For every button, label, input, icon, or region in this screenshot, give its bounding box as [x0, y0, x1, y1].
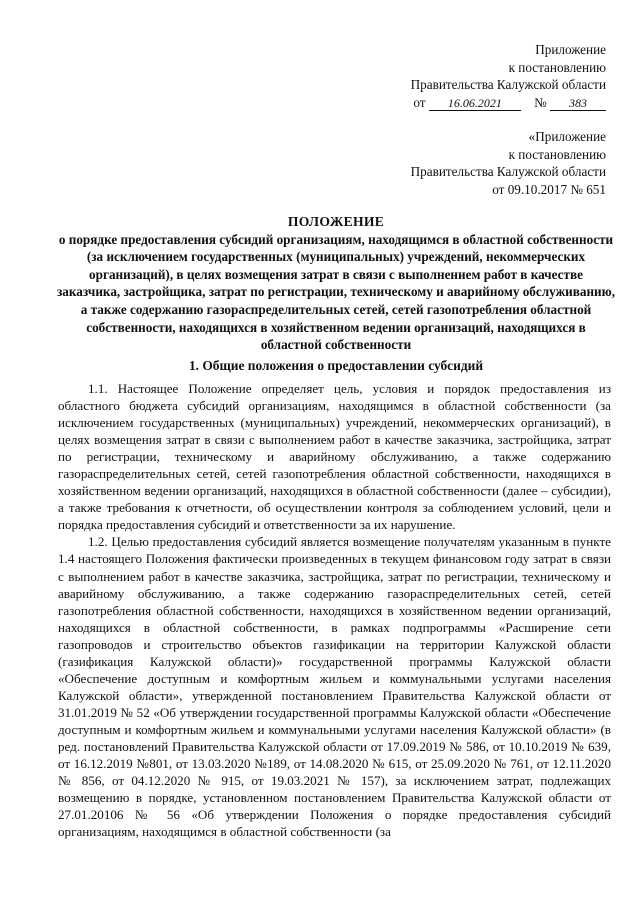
section-1-heading: 1. Общие положения о предоставлении субсидий: [188, 358, 484, 373]
document-title: [56, 213, 616, 354]
number-sign: №: [534, 94, 547, 110]
resolution-date: 16.06.2021: [429, 96, 521, 111]
date-prefix: от: [413, 94, 426, 110]
original-annex-label: «Приложение: [528, 129, 606, 144]
title-subtitle: о порядке предоставления субсидий организациям, находящимся в областной собственности (за исключением государственных (муниципальных) учреждений, некоммерческих организаций), в целях возмещения затрат в связи с выполнением работ в качестве заказчика, застройщика, затрат по регистрации, техническому и аварийному обслуживанию, а также содержанию газораспределительных сетей, сетей газопотребления областной собственности, находящихся в хозяйственном ведении организаций, находящихся в областной собственности: [56, 231, 616, 353]
resolution-number: 383: [550, 96, 606, 111]
document-body: [58, 380, 611, 840]
original-annex-government: Правительства Калужской области: [410, 164, 606, 179]
original-annex-to-resolution: к постановлению: [508, 146, 606, 162]
title-main: ПОЛОЖЕНИЕ: [287, 214, 385, 229]
annex-to-resolution: к постановлению: [508, 59, 606, 75]
paragraph-1-2: 1.2. Целью предоставления субсидий является возмещение получателям указанным в пункте 1.4 настоящего Положения фактически произведенных в текущем финансовом году затрат в связи с выполнением работ в качестве заказчика, застройщика, затрат по регистрации, техническому и аварийному обслуживанию, а также содержанию газораспределительных сетей, сетей газопотребления областной собственности, находящихся в хозяйственном ведении организаций, находящихся в областной собственности, в рамках подпрограммы «Расширение сети газопроводов и строительство объектов газификации на территории Калужской области (газификация Калужской области)» государственной программы Калужской области «Обеспечение доступным и комфортным жильем и коммунальными услугами населения Калужской области», утвержденной постановлением Правительства Калужской области от 31.01.2019 № 52 «Об утверждении государственной программы Калужской области «Обеспечение доступным и комфортным жильем и коммунальными услугами населения Калужской области» (в ред. постановлений Правительства Калужской области от 17.09.2019 № 586, от 10.10.2019 № 639, от 16.12.2019 №801, от 13.03.2020 №189, от 14.08.2020 № 615, от 25.09.2020 № 761, от 12.11.2020 № 856, от 04.12.2020 № 915, от 19.03.2021 № 157), за исключением затрат, подлежащих возмещению в порядке, установленном постановлением Правительства Калужской области от 27.01.20106 № 56 «Об утверждении Положения о порядке предоставления субсидий организациям, находящимся в областной собственности (за: [58, 534, 611, 840]
annex-header: [411, 41, 606, 111]
original-annex-date-number: от 09.10.2017 № 651: [492, 181, 606, 197]
annex-date-line: [411, 94, 606, 112]
paragraph-1-1: 1.1. Настоящее Положение определяет цель, условия и порядок предоставления из областного бюджета субсидий организациям, находящимся в областной собственности (за исключением государственных (муниципальных) учреждений, некоммерческих организаций), в целях возмещения затрат в связи с выполнением работ в качестве заказчика, застройщика, затрат по регистрации, техническому и аварийному обслуживанию, а также содержанию газораспределительных сетей, сетей газопотребления областной собственности, находящихся в хозяйственном ведении организаций, находящихся в областной собственности (далее – субсидии), а также требования к отчетности, об осуществлении контроля за соблюдением условий, цели и порядка предоставления субсидий и ответственности за их нарушение.: [58, 381, 611, 533]
annex-government: Правительства Калужской области: [410, 77, 606, 92]
annex-label: Приложение: [535, 42, 606, 57]
original-annex-header: [411, 128, 606, 198]
